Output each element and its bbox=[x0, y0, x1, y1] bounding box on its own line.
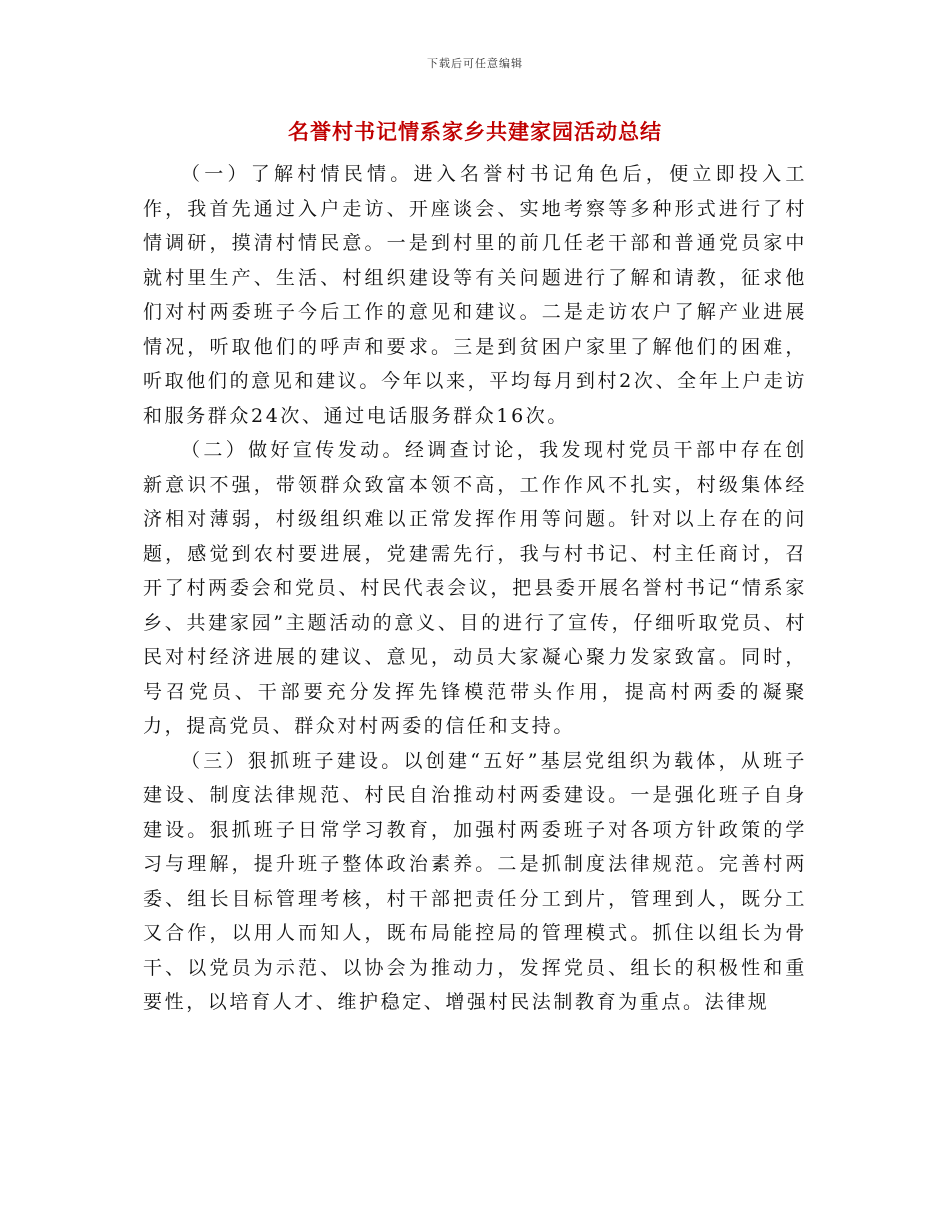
document-body bbox=[143, 157, 807, 1020]
header-note: 下载后可任意编辑 bbox=[427, 57, 523, 70]
paragraph-2: （二）做好宣传发动。经调查讨论，我发现村党员干部中存在创新意识不强，带领群众致富本领不高，工作作风不扎实，村级集体经济相对薄弱，村级组织难以正常发挥作用等问题。针对以上存在的问题，感觉到农村要进展，党建需先行，我与村书记、村主任商讨，召开了村两委会和党员、村民代表会议，把县委开展名誉村书记“情系家乡、共建家园”主题活动的意义、目的进行了宣传，仔细听取党员、村民对村经济进展的建议、意见，动员大家凝心聚力发家致富。同时，号召党员、干部要充分发挥先锋模范带头作用，提高村两委的凝聚力，提高党员、群众对村两委的信任和支持。 bbox=[143, 439, 807, 737]
paragraph-1: （一）了解村情民情。进入名誉村书记角色后，便立即投入工作，我首先通过入户走访、开座谈会、实地考察等多种形式进行了村情调研，摸清村情民意。一是到村里的前几任老干部和普通党员家中就村里生产、生活、村组织建设等有关问题进行了解和请教，征求他们对村两委班子今后工作的意见和建议。二是走访农户了解产业进展情况，听取他们的呼声和要求。三是到贫困户家里了解他们的困难，听取他们的意见和建议。今年以来，平均每月到村2次、全年上户走访和服务群众24次、通过电话服务群众16次。 bbox=[143, 163, 807, 427]
document-title: 名誉村书记情系家乡共建家园活动总结 bbox=[288, 120, 662, 144]
paragraph-3: （三）狠抓班子建设。以创建“五好”基层党组织为载体，从班子建设、制度法律规范、村民自治推动村两委建设。一是强化班子自身建设。狠抓班子日常学习教育，加强村两委班子对各项方针政策的学习与理解，提升班子整体政治素养。二是抓制度法律规范。完善村两委、组长目标管理考核，村干部把责任分工到片，管理到人，既分工又合作，以用人而知人，既布局能控局的管理模式。抓住以组长为骨干、以党员为示范、以协会为推动力，发挥党员、组长的积极性和重要性，以培育人才、维护稳定、增强村民法制教育为重点。法律规 bbox=[143, 749, 807, 1013]
